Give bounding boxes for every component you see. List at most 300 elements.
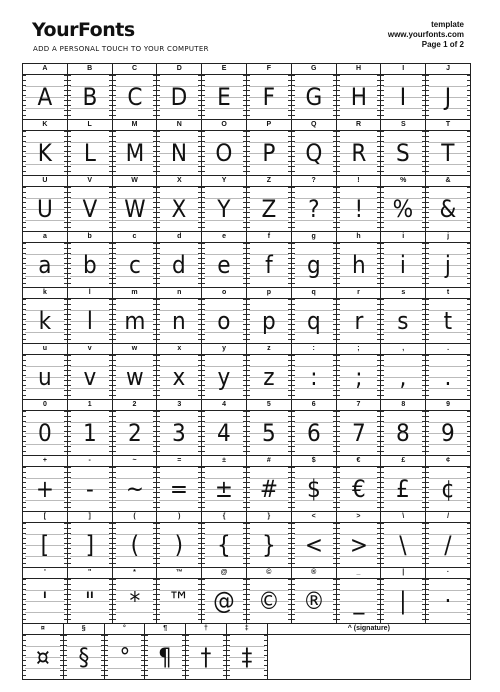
handwritten-glyph: _ (353, 587, 364, 615)
drawing-box[interactable] (292, 131, 337, 176)
drawing-box[interactable] (337, 579, 382, 624)
character-label: 5 (247, 400, 292, 411)
character-label: . (426, 344, 471, 355)
drawing-box[interactable] (292, 411, 337, 456)
handwritten-glyph: 7 (351, 419, 366, 447)
character-label: ? (292, 176, 337, 187)
drawing-box[interactable] (426, 411, 471, 456)
handwritten-glyph: 5 (261, 419, 276, 447)
character-label: q (292, 288, 337, 299)
handwritten-glyph: " (84, 587, 95, 615)
handwritten-glyph: ™ (168, 587, 191, 615)
handwritten-glyph: - (85, 475, 94, 503)
drawing-box[interactable] (292, 187, 337, 232)
character-label: + (23, 456, 68, 467)
page-number: Page 1 of 2 (421, 40, 464, 49)
drawing-box[interactable] (292, 355, 337, 400)
label-row (23, 64, 471, 75)
handwritten-glyph: u (38, 363, 52, 391)
label-row (23, 120, 471, 131)
handwritten-glyph: v (83, 363, 97, 391)
handwritten-glyph: ® (302, 587, 325, 615)
character-label: } (247, 512, 292, 523)
handwritten-glyph: R (350, 139, 366, 167)
drawing-box[interactable] (68, 523, 113, 568)
drawing-box[interactable] (247, 355, 292, 400)
handwritten-glyph: ] (85, 531, 94, 559)
handwritten-glyph: T (441, 139, 455, 167)
handwritten-glyph: B (82, 83, 98, 111)
drawing-box[interactable] (68, 299, 113, 344)
character-label: † (186, 624, 227, 635)
label-row (23, 624, 471, 635)
drawing-box[interactable] (23, 355, 68, 400)
handwritten-glyph: ; (354, 363, 363, 391)
drawing-box[interactable] (227, 635, 268, 680)
handwritten-glyph: § (78, 643, 90, 671)
header (22, 16, 470, 60)
handwritten-glyph: J (444, 83, 452, 111)
handwritten-glyph: ¢ (441, 475, 455, 503)
handwritten-glyph: g (306, 251, 321, 279)
drawing-box[interactable] (381, 411, 426, 456)
handwritten-glyph: n (172, 307, 187, 335)
character-label: [ (23, 512, 68, 523)
drawing-box[interactable] (157, 411, 202, 456)
character-label: e (202, 232, 247, 243)
drawing-box[interactable] (202, 187, 247, 232)
character-label: O (202, 120, 247, 131)
character-label: | (381, 568, 426, 579)
character-label: M (113, 120, 158, 131)
drawing-box[interactable] (247, 243, 292, 288)
character-label: * (113, 568, 158, 579)
drawing-box[interactable] (202, 243, 247, 288)
handwritten-glyph: $ (306, 475, 321, 503)
handwritten-glyph: l (86, 307, 93, 335)
handwritten-glyph: O (215, 139, 233, 167)
handwritten-glyph: ? (307, 195, 320, 223)
drawing-box[interactable] (113, 187, 158, 232)
character-label: ) (157, 512, 202, 523)
drawing-box[interactable] (247, 299, 292, 344)
character-label: h (337, 232, 382, 243)
drawing-box[interactable] (23, 411, 68, 456)
handwritten-glyph: 2 (127, 419, 142, 447)
drawing-box[interactable] (23, 243, 68, 288)
handwritten-glyph: c (128, 251, 141, 279)
character-label: d (157, 232, 202, 243)
character-label: ¤ (23, 624, 64, 635)
drawing-box[interactable] (337, 75, 382, 120)
drawing-box[interactable] (381, 467, 426, 512)
signature-label: ^ (signature) (268, 624, 471, 635)
character-label: ‡ (227, 624, 268, 635)
drawing-box[interactable] (247, 579, 292, 624)
drawing-box[interactable] (202, 579, 247, 624)
character-label: Y (202, 176, 247, 187)
handwritten-glyph: ~ (125, 475, 144, 503)
handwritten-glyph: 3 (172, 419, 187, 447)
handwritten-glyph: K (37, 139, 52, 167)
character-label: ° (105, 624, 146, 635)
character-label: n (157, 288, 202, 299)
handwritten-glyph: / (444, 531, 452, 559)
drawing-box[interactable] (113, 523, 158, 568)
character-label: r (337, 288, 382, 299)
drawing-box[interactable] (337, 131, 382, 176)
label-row (23, 344, 471, 355)
handwritten-glyph: S (396, 139, 411, 167)
drawing-row (23, 187, 471, 232)
handwritten-glyph: V (82, 195, 98, 223)
character-label: N (157, 120, 202, 131)
drawing-box[interactable] (292, 243, 337, 288)
drawing-box[interactable] (337, 187, 382, 232)
handwritten-glyph: † (200, 643, 212, 671)
drawing-box[interactable] (292, 75, 337, 120)
drawing-row (23, 75, 471, 120)
drawing-box[interactable] (426, 355, 471, 400)
handwritten-glyph: . (444, 363, 452, 391)
drawing-box[interactable] (157, 243, 202, 288)
character-label: u (23, 344, 68, 355)
drawing-box[interactable] (337, 299, 382, 344)
drawing-box[interactable] (247, 75, 292, 120)
drawing-box[interactable] (381, 131, 426, 176)
handwritten-glyph: p (262, 307, 276, 335)
character-label: w (113, 344, 158, 355)
drawing-box[interactable] (381, 75, 426, 120)
drawing-box[interactable] (426, 467, 471, 512)
drawing-box[interactable] (292, 579, 337, 624)
drawing-box[interactable] (68, 411, 113, 456)
drawing-box[interactable] (337, 523, 382, 568)
handwritten-glyph: r (354, 307, 363, 335)
handwritten-glyph: @ (213, 587, 235, 615)
handwritten-glyph: E (217, 83, 231, 111)
drawing-box[interactable] (292, 467, 337, 512)
drawing-box[interactable] (113, 411, 158, 456)
drawing-box[interactable] (23, 579, 68, 624)
handwritten-glyph: } (261, 531, 276, 559)
character-label: j (426, 232, 471, 243)
drawing-box[interactable] (105, 635, 146, 680)
character-label: k (23, 288, 68, 299)
character-label: 3 (157, 400, 202, 411)
drawing-box[interactable] (381, 523, 426, 568)
character-label: © (247, 568, 292, 579)
drawing-box[interactable] (202, 75, 247, 120)
character-label: R (337, 120, 382, 131)
drawing-box[interactable] (426, 579, 471, 624)
drawing-box[interactable] (113, 579, 158, 624)
drawing-box[interactable] (145, 635, 186, 680)
drawing-box[interactable] (202, 355, 247, 400)
signature-box[interactable] (268, 635, 471, 680)
drawing-box[interactable] (157, 355, 202, 400)
handwritten-glyph: M (125, 139, 144, 167)
handwritten-glyph: [ (40, 531, 50, 559)
character-label: / (426, 512, 471, 523)
character-label: 1 (68, 400, 113, 411)
character-label: · (426, 568, 471, 579)
character-label: $ (292, 456, 337, 467)
character-label: , (381, 344, 426, 355)
character-label: K (23, 120, 68, 131)
drawing-box[interactable] (68, 467, 113, 512)
character-label: J (426, 64, 471, 75)
handwritten-glyph: o (217, 307, 231, 335)
handwritten-glyph: 6 (306, 419, 321, 447)
label-row (23, 568, 471, 579)
drawing-box[interactable] (292, 299, 337, 344)
character-label: U (23, 176, 68, 187)
character-label: = (157, 456, 202, 467)
drawing-box[interactable] (68, 579, 113, 624)
handwritten-glyph: x (172, 363, 186, 391)
character-label: 4 (202, 400, 247, 411)
character-label: D (157, 64, 202, 75)
character-label: m (113, 288, 158, 299)
drawing-box[interactable] (157, 131, 202, 176)
handwritten-glyph: i (400, 251, 407, 279)
drawing-box[interactable] (202, 411, 247, 456)
drawing-box[interactable] (23, 523, 68, 568)
page-meta (388, 20, 464, 50)
character-label: G (292, 64, 337, 75)
drawing-box[interactable] (292, 523, 337, 568)
drawing-box[interactable] (113, 467, 158, 512)
handwritten-glyph: \ (399, 531, 407, 559)
drawing-box[interactable] (202, 523, 247, 568)
drawing-box[interactable] (202, 467, 247, 512)
character-label: ] (68, 512, 113, 523)
label-row (23, 232, 471, 243)
handwritten-glyph: € (351, 475, 366, 503)
drawing-box[interactable] (68, 355, 113, 400)
character-label: x (157, 344, 202, 355)
character-label: H (337, 64, 382, 75)
handwritten-glyph: 9 (441, 419, 455, 447)
handwritten-glyph: P (262, 139, 276, 167)
character-label: F (247, 64, 292, 75)
character-label: z (247, 344, 292, 355)
drawing-box[interactable] (247, 411, 292, 456)
handwritten-glyph: 8 (396, 419, 411, 447)
handwritten-glyph: ( (130, 531, 139, 559)
drawing-box[interactable] (23, 187, 68, 232)
handwritten-glyph: Z (261, 195, 277, 223)
drawing-box[interactable] (381, 579, 426, 624)
handwritten-glyph: 0 (38, 419, 52, 447)
drawing-box[interactable] (68, 187, 113, 232)
drawing-box[interactable] (426, 243, 471, 288)
drawing-box[interactable] (23, 131, 68, 176)
character-label: ~ (113, 456, 158, 467)
handwritten-glyph: w (125, 363, 144, 391)
handwritten-glyph: j (445, 251, 452, 279)
handwritten-glyph: k (38, 307, 52, 335)
character-label: 9 (426, 400, 471, 411)
character-label: : (292, 344, 337, 355)
label-row (23, 400, 471, 411)
character-label: 8 (381, 400, 426, 411)
character-label: X (157, 176, 202, 187)
template-sheet (22, 16, 470, 678)
character-label: b (68, 232, 113, 243)
handwritten-glyph: Y (217, 195, 231, 223)
handwritten-glyph: > (349, 531, 368, 559)
character-label: v (68, 344, 113, 355)
character-label: T (426, 120, 471, 131)
drawing-box[interactable] (23, 75, 68, 120)
handwritten-glyph: Q (305, 139, 323, 167)
handwritten-glyph: A (37, 83, 53, 111)
drawing-box[interactable] (157, 187, 202, 232)
character-label: ' (23, 568, 68, 579)
character-label: P (247, 120, 292, 131)
character-label: A (23, 64, 68, 75)
drawing-box[interactable] (426, 299, 471, 344)
handwritten-glyph: I (400, 83, 407, 111)
character-label: p (247, 288, 292, 299)
handwritten-glyph: a (38, 251, 52, 279)
drawing-box[interactable] (426, 187, 471, 232)
handwritten-glyph: : (310, 363, 318, 391)
drawing-box[interactable] (426, 523, 471, 568)
drawing-box[interactable] (426, 131, 471, 176)
drawing-row (23, 579, 471, 624)
handwritten-glyph: C (126, 83, 143, 111)
handwritten-glyph: ¶ (158, 643, 173, 671)
drawing-box[interactable] (202, 131, 247, 176)
character-label: Z (247, 176, 292, 187)
character-label: E (202, 64, 247, 75)
drawing-box[interactable] (68, 243, 113, 288)
character-label: > (337, 512, 382, 523)
handwritten-glyph: & (439, 195, 457, 223)
doc-type: template (431, 20, 464, 29)
drawing-box[interactable] (157, 75, 202, 120)
drawing-box[interactable] (381, 299, 426, 344)
drawing-box[interactable] (247, 131, 292, 176)
drawing-box[interactable] (186, 635, 227, 680)
drawing-box[interactable] (247, 523, 292, 568)
drawing-row (23, 243, 471, 288)
tagline: ADD A PERSONAL TOUCH TO YOUR COMPUTER (33, 45, 209, 53)
drawing-box[interactable] (157, 523, 202, 568)
character-label: W (113, 176, 158, 187)
drawing-box[interactable] (381, 355, 426, 400)
handwritten-glyph: % (393, 195, 414, 223)
drawing-box[interactable] (68, 75, 113, 120)
site-url: www.yourfonts.com (387, 30, 464, 39)
brand-logo: YourFonts (32, 19, 135, 41)
handwritten-glyph: y (217, 363, 231, 391)
character-label: € (337, 456, 382, 467)
drawing-box[interactable] (113, 243, 158, 288)
drawing-box[interactable] (202, 299, 247, 344)
character-label: _ (337, 568, 382, 579)
handwritten-glyph: · (444, 587, 452, 615)
handwritten-glyph: X (171, 195, 187, 223)
drawing-box[interactable] (113, 131, 158, 176)
handwritten-glyph: D (170, 83, 188, 111)
drawing-box[interactable] (113, 299, 158, 344)
handwritten-glyph: { (217, 531, 231, 559)
drawing-box[interactable] (23, 299, 68, 344)
drawing-row (23, 299, 471, 344)
character-label: £ (381, 456, 426, 467)
handwritten-glyph: h (351, 251, 366, 279)
handwritten-glyph: ± (215, 475, 234, 503)
character-label: & (426, 176, 471, 187)
drawing-box[interactable] (157, 299, 202, 344)
character-label: # (247, 456, 292, 467)
handwritten-glyph: | (399, 587, 407, 615)
label-row (23, 456, 471, 467)
drawing-box[interactable] (23, 635, 64, 680)
character-label: f (247, 232, 292, 243)
character-label: ± (202, 456, 247, 467)
character-label: § (64, 624, 105, 635)
handwritten-glyph: # (259, 475, 278, 503)
character-label: l (68, 288, 113, 299)
drawing-box[interactable] (68, 131, 113, 176)
handwritten-glyph: = (170, 475, 189, 503)
character-label: o (202, 288, 247, 299)
drawing-box[interactable] (337, 355, 382, 400)
handwritten-glyph: G (305, 83, 323, 111)
character-label: % (381, 176, 426, 187)
drawing-box[interactable] (381, 243, 426, 288)
character-grid (22, 63, 471, 680)
drawing-box[interactable] (337, 243, 382, 288)
drawing-box[interactable] (157, 579, 202, 624)
character-label: Q (292, 120, 337, 131)
drawing-box[interactable] (337, 467, 382, 512)
drawing-box[interactable] (64, 635, 105, 680)
drawing-row (23, 411, 471, 456)
drawing-box[interactable] (157, 467, 202, 512)
character-label: g (292, 232, 337, 243)
drawing-box[interactable] (247, 187, 292, 232)
character-label: 2 (113, 400, 158, 411)
character-label: 6 (292, 400, 337, 411)
drawing-box[interactable] (23, 467, 68, 512)
handwritten-glyph: 4 (217, 419, 231, 447)
character-label: B (68, 64, 113, 75)
drawing-row (23, 635, 471, 680)
handwritten-glyph: L (83, 139, 96, 167)
handwritten-glyph: © (258, 587, 280, 615)
label-row (23, 288, 471, 299)
drawing-box[interactable] (381, 187, 426, 232)
drawing-box[interactable] (426, 75, 471, 120)
drawing-box[interactable] (113, 355, 158, 400)
character-label: @ (202, 568, 247, 579)
drawing-box[interactable] (113, 75, 158, 120)
handwritten-glyph: ¤ (35, 643, 50, 671)
handwritten-glyph: ‡ (241, 643, 253, 671)
handwritten-glyph: , (399, 363, 407, 391)
drawing-box[interactable] (247, 467, 292, 512)
character-label: ® (292, 568, 337, 579)
drawing-box[interactable] (337, 411, 382, 456)
character-label: \ (381, 512, 426, 523)
character-label: C (113, 64, 158, 75)
